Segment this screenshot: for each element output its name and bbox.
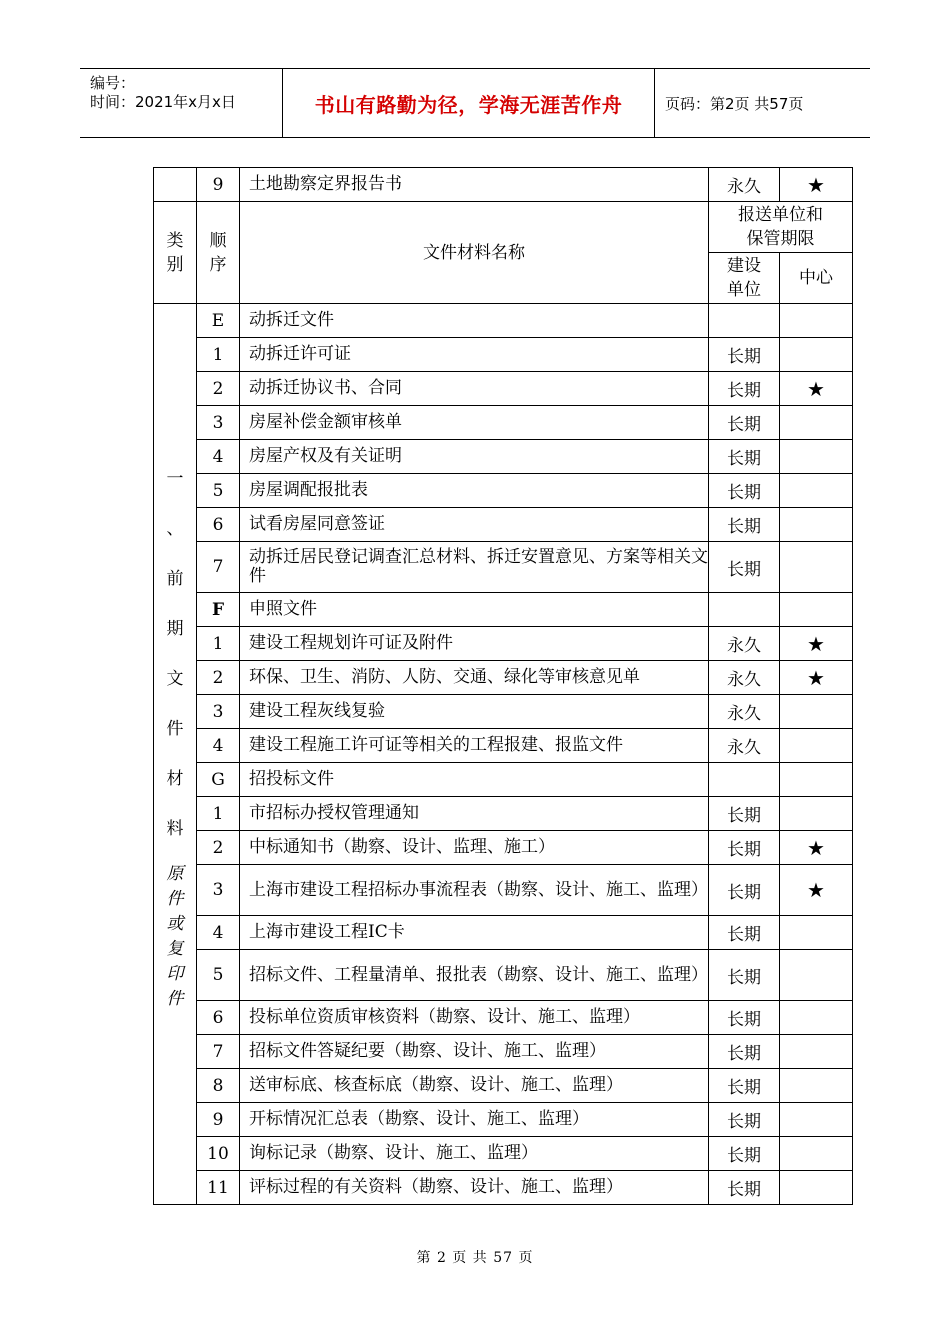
table-row	[154, 474, 853, 508]
center-star-cell: ★	[780, 372, 853, 406]
name-cell: 动拆迁居民登记调查汇总材料、拆迁安置意见、方案等相关文件	[240, 542, 709, 593]
center-star-cell	[780, 304, 853, 338]
category-header-text: 类别	[166, 230, 184, 275]
period-cell: 长期	[709, 542, 780, 593]
seq-cell: 3	[197, 406, 240, 440]
name-cell: 房屋产权及有关证明	[240, 440, 709, 474]
period-cell: 长期	[709, 338, 780, 372]
center-star-cell	[780, 508, 853, 542]
category-note-char: 原	[166, 864, 184, 884]
document-header	[80, 68, 870, 138]
name-cell: 投标单位资质审核资料（勘察、设计、施工、监理）	[240, 1001, 709, 1035]
period-cell: 永久	[709, 661, 780, 695]
period-cell: 长期	[709, 1103, 780, 1137]
name-cell: 建设工程灰线复验	[240, 695, 709, 729]
period-cell	[709, 593, 780, 627]
period-cell: 长期	[709, 508, 780, 542]
name-cell: 房屋调配报批表	[240, 474, 709, 508]
table-row	[154, 1001, 853, 1035]
center-star-cell: ★	[780, 661, 853, 695]
table-row	[154, 729, 853, 763]
table-row	[154, 1103, 853, 1137]
table-row	[154, 440, 853, 474]
center-star-cell	[780, 1171, 853, 1205]
table-row	[154, 950, 853, 1001]
center-star-cell	[780, 729, 853, 763]
name-cell: 环保、卫生、消防、人防、交通、绿化等审核意见单	[240, 661, 709, 695]
name-header: 文件材料名称	[240, 202, 709, 304]
center-star-cell	[780, 1103, 853, 1137]
category-char: 料	[166, 819, 184, 839]
name-cell: 建设工程规划许可证及附件	[240, 627, 709, 661]
category-label	[154, 454, 196, 854]
table-row	[154, 865, 853, 916]
center-star-cell	[780, 406, 853, 440]
category-cell	[154, 304, 197, 1205]
name-cell: 中标通知书（勘察、设计、监理、施工）	[240, 831, 709, 865]
page-info: 页码：第2页 共57页	[665, 94, 804, 113]
seq-cell: 6	[197, 508, 240, 542]
center-star-cell	[780, 916, 853, 950]
category-char: 一	[166, 469, 184, 489]
table-row	[154, 1035, 853, 1069]
table-row	[154, 1137, 853, 1171]
seq-cell: 1	[197, 338, 240, 372]
center-star-cell: ★	[780, 627, 853, 661]
seq-cell: 2	[197, 831, 240, 865]
category-note-char: 或	[166, 914, 184, 934]
name-cell: 动拆迁协议书、合同	[240, 372, 709, 406]
name-cell: 房屋补偿金额审核单	[240, 406, 709, 440]
period-cell: 长期	[709, 440, 780, 474]
center-star-cell	[780, 950, 853, 1001]
sequence-header-text: 顺序	[209, 230, 227, 275]
seq-cell: 2	[197, 372, 240, 406]
period-cell: 长期	[709, 865, 780, 916]
seq-cell: 4	[197, 916, 240, 950]
center-star-cell	[780, 542, 853, 593]
table-row	[154, 338, 853, 372]
seq-cell: 8	[197, 1069, 240, 1103]
name-cell: 动拆迁文件	[240, 304, 709, 338]
name-cell: 评标过程的有关资料（勘察、设计、施工、监理）	[240, 1171, 709, 1205]
period-cell: 长期	[709, 1171, 780, 1205]
seq-cell: 5	[197, 950, 240, 1001]
header-page-cell	[655, 69, 870, 137]
name-cell: 询标记录（勘察、设计、施工、监理）	[240, 1137, 709, 1171]
seq-cell: 4	[197, 440, 240, 474]
center-star-cell	[780, 797, 853, 831]
submit-header-text: 报送单位和保管期限	[738, 205, 823, 249]
seq-cell: 3	[197, 695, 240, 729]
name-cell: 上海市建设工程IC卡	[240, 916, 709, 950]
period-cell	[709, 763, 780, 797]
sequence-header	[197, 202, 240, 304]
name-cell: 土地勘察定界报告书	[240, 168, 709, 202]
center-star-cell	[780, 338, 853, 372]
center-star-cell	[780, 763, 853, 797]
seq-cell: G	[197, 763, 240, 797]
table-row	[154, 508, 853, 542]
period-cell: 长期	[709, 1035, 780, 1069]
period-cell	[709, 304, 780, 338]
name-cell: 招标文件、工程量清单、报批表（勘察、设计、施工、监理）	[240, 950, 709, 1001]
table-row	[154, 695, 853, 729]
table-row	[154, 542, 853, 593]
header-left-cell	[80, 69, 282, 137]
category-char: 材	[166, 769, 184, 789]
category-note-char: 件	[166, 989, 184, 1009]
name-cell: 开标情况汇总表（勘察、设计、施工、监理）	[240, 1103, 709, 1137]
period-cell: 永久	[709, 695, 780, 729]
center-header: 中心	[780, 253, 853, 304]
table-row	[154, 1171, 853, 1205]
center-star-cell	[780, 593, 853, 627]
period-cell: 长期	[709, 372, 780, 406]
name-cell: 招标文件答疑纪要（勘察、设计、施工、监理）	[240, 1035, 709, 1069]
seq-cell: 7	[197, 1035, 240, 1069]
name-cell: 申照文件	[240, 593, 709, 627]
name-cell: 市招标办授权管理通知	[240, 797, 709, 831]
table-row	[154, 304, 853, 338]
category-cell-empty	[154, 168, 197, 202]
category-char: 前	[166, 569, 184, 589]
time-label: 时间：2021年x月x日	[90, 93, 236, 111]
center-star-cell	[780, 1035, 853, 1069]
category-char: 件	[166, 719, 184, 739]
name-cell: 上海市建设工程招标办事流程表（勘察、设计、施工、监理）	[240, 865, 709, 916]
table-row	[154, 168, 853, 202]
name-cell: 动拆迁许可证	[240, 338, 709, 372]
header-motto-cell	[282, 69, 655, 137]
table-row	[154, 593, 853, 627]
seq-cell: 9	[197, 168, 240, 202]
name-cell: 招投标文件	[240, 763, 709, 797]
document-table	[153, 167, 853, 1205]
table-row	[154, 797, 853, 831]
period-cell: 永久	[709, 168, 780, 202]
name-cell: 建设工程施工许可证等相关的工程报建、报监文件	[240, 729, 709, 763]
motto-text: 书山有路勤为径，学海无涯苦作舟	[314, 92, 623, 117]
table-row	[154, 372, 853, 406]
category-note	[154, 862, 196, 1012]
center-star-cell	[780, 695, 853, 729]
center-star-cell	[780, 1137, 853, 1171]
seq-cell: E	[197, 304, 240, 338]
category-note-char: 印	[166, 964, 184, 984]
period-cell: 长期	[709, 1001, 780, 1035]
header-row	[154, 202, 853, 253]
period-cell: 长期	[709, 916, 780, 950]
category-note-char: 复	[166, 939, 184, 959]
period-cell: 永久	[709, 627, 780, 661]
table-row	[154, 661, 853, 695]
table-row	[154, 916, 853, 950]
seq-cell: 5	[197, 474, 240, 508]
center-star-cell	[780, 1069, 853, 1103]
period-cell: 长期	[709, 474, 780, 508]
category-header	[154, 202, 197, 304]
period-cell: 长期	[709, 406, 780, 440]
seq-cell: F	[197, 593, 240, 627]
center-star-cell	[780, 1001, 853, 1035]
table-row	[154, 1069, 853, 1103]
period-cell: 长期	[709, 950, 780, 1001]
seq-cell: 1	[197, 797, 240, 831]
seq-cell: 6	[197, 1001, 240, 1035]
period-cell: 长期	[709, 831, 780, 865]
seq-cell: 3	[197, 865, 240, 916]
number-label: 编号：	[90, 74, 136, 92]
seq-cell: 1	[197, 627, 240, 661]
period-cell: 长期	[709, 1069, 780, 1103]
unit-header	[709, 253, 780, 304]
seq-cell: 2	[197, 661, 240, 695]
table-row	[154, 627, 853, 661]
seq-cell: 7	[197, 542, 240, 593]
name-cell: 试看房屋同意签证	[240, 508, 709, 542]
center-star-cell: ★	[780, 865, 853, 916]
table-row	[154, 406, 853, 440]
category-char: 文	[166, 669, 184, 689]
center-star-cell: ★	[780, 831, 853, 865]
center-star-cell: ★	[780, 168, 853, 202]
name-cell: 送审标底、核查标底（勘察、设计、施工、监理）	[240, 1069, 709, 1103]
center-star-cell	[780, 474, 853, 508]
table-row	[154, 831, 853, 865]
table-row	[154, 763, 853, 797]
period-cell: 长期	[709, 797, 780, 831]
period-cell: 永久	[709, 729, 780, 763]
seq-cell: 9	[197, 1103, 240, 1137]
seq-cell: 4	[197, 729, 240, 763]
seq-cell: 10	[197, 1137, 240, 1171]
seq-cell: 11	[197, 1171, 240, 1205]
category-char: 期	[166, 619, 184, 639]
category-char: 、	[166, 519, 184, 539]
unit-header-text: 建设单位	[727, 256, 761, 300]
center-star-cell	[780, 440, 853, 474]
submit-header	[709, 202, 853, 253]
period-cell: 长期	[709, 1137, 780, 1171]
category-note-char: 件	[166, 889, 184, 909]
page-footer: 第 2 页 共 57 页	[416, 1250, 534, 1266]
